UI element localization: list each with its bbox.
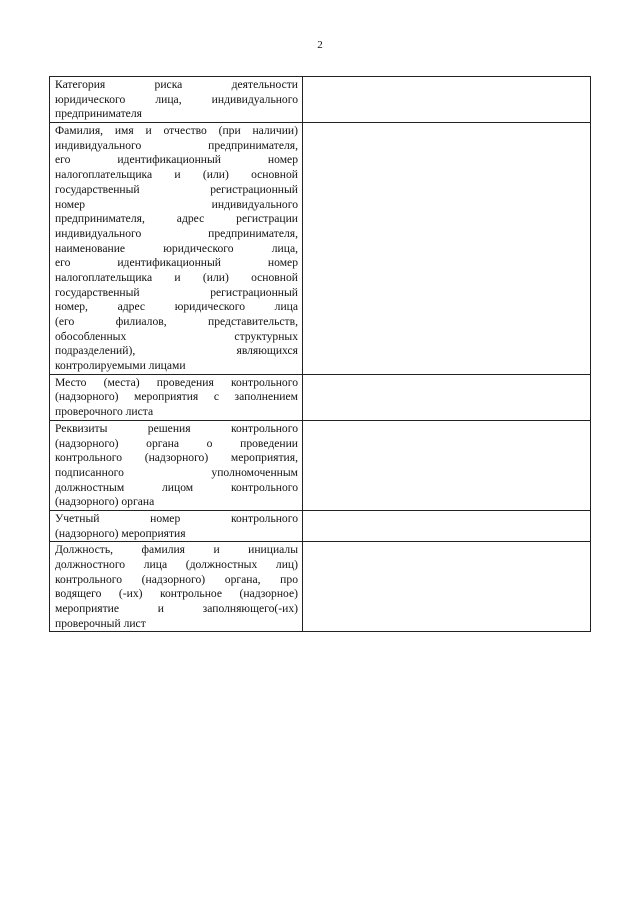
label-line: номер индивидуального xyxy=(55,197,298,211)
table-row-decision-requisites xyxy=(50,420,591,510)
row-label xyxy=(50,420,303,510)
label-line: должностным лицом контрольного xyxy=(55,480,298,494)
label-line: (надзорного) органа xyxy=(55,495,155,509)
row-label xyxy=(50,374,303,420)
label-line: (надзорного) мероприятия xyxy=(55,526,186,540)
row-value-field[interactable] xyxy=(303,510,591,541)
label-line: государственный регистрационный xyxy=(55,182,298,196)
row-value-field[interactable] xyxy=(303,77,591,123)
label-line: его идентификационный номер xyxy=(55,153,298,167)
label-line: Место (места) проведения контрольного xyxy=(55,375,298,389)
table-row-controlled-persons xyxy=(50,123,591,375)
label-line: государственный регистрационный xyxy=(55,285,298,299)
label-line: мероприятие и заполняющего(-их) xyxy=(55,602,298,616)
row-label xyxy=(50,77,303,123)
label-line: налогоплательщика и (или) основной xyxy=(55,270,298,284)
label-line: подразделений), являющихся xyxy=(55,344,298,358)
label-line: Должность, фамилия и инициалы xyxy=(55,543,298,557)
label-line: налогоплательщика и (или) основной xyxy=(55,168,298,182)
label-line: контрольного (надзорного) органа, про xyxy=(55,572,298,586)
label-line: контрольного (надзорного) мероприятия, xyxy=(55,451,298,465)
label-line: Фамилия, имя и отчество (при наличии) xyxy=(55,124,298,138)
row-value-field[interactable] xyxy=(303,123,591,375)
label-line: проверочный лист xyxy=(55,616,146,630)
label-line: индивидуального предпринимателя, xyxy=(55,226,298,240)
row-value-field[interactable] xyxy=(303,542,591,632)
label-line: (надзорного) органа о проведении xyxy=(55,436,298,450)
label-line: проверочного листа xyxy=(55,405,154,419)
label-line: предпринимателя xyxy=(55,107,142,121)
row-value-field[interactable] xyxy=(303,420,591,510)
label-line: Категория риска деятельности xyxy=(55,78,298,91)
row-label xyxy=(50,542,303,632)
label-line: подписанного уполномоченным xyxy=(55,465,298,479)
label-line: водящего (-их) контрольное (надзорное) xyxy=(55,587,298,601)
label-line: Учетный номер контрольного xyxy=(55,511,298,525)
inspection-details-table xyxy=(49,76,591,632)
row-label xyxy=(50,123,303,375)
label-line: контролируемыми лицами xyxy=(55,359,186,373)
label-line: номер, адрес юридического лица xyxy=(55,300,298,314)
label-line: его идентификационный номер xyxy=(55,256,298,270)
table-row-risk-category xyxy=(50,77,591,123)
label-line: должностного лица (должностных лиц) xyxy=(55,558,298,571)
label-line: (надзорного) мероприятия с заполнением xyxy=(55,390,298,404)
row-label xyxy=(50,510,303,541)
label-line: наименование юридического лица, xyxy=(55,241,298,255)
table-row-official-position xyxy=(50,542,591,632)
label-line: (его филиалов, представительств, xyxy=(55,315,298,328)
label-line: Реквизиты решения контрольного xyxy=(55,421,298,435)
label-line: юридического лица, индивидуального xyxy=(55,92,298,106)
label-line: индивидуального предпринимателя, xyxy=(55,138,298,152)
table-row-event-place xyxy=(50,374,591,420)
label-line: предпринимателя, адрес регистрации xyxy=(55,212,298,226)
page-number: 2 xyxy=(317,39,323,51)
label-line: обособленных структурных xyxy=(55,329,298,343)
table-row-registration-number xyxy=(50,510,591,541)
row-value-field[interactable] xyxy=(303,374,591,420)
